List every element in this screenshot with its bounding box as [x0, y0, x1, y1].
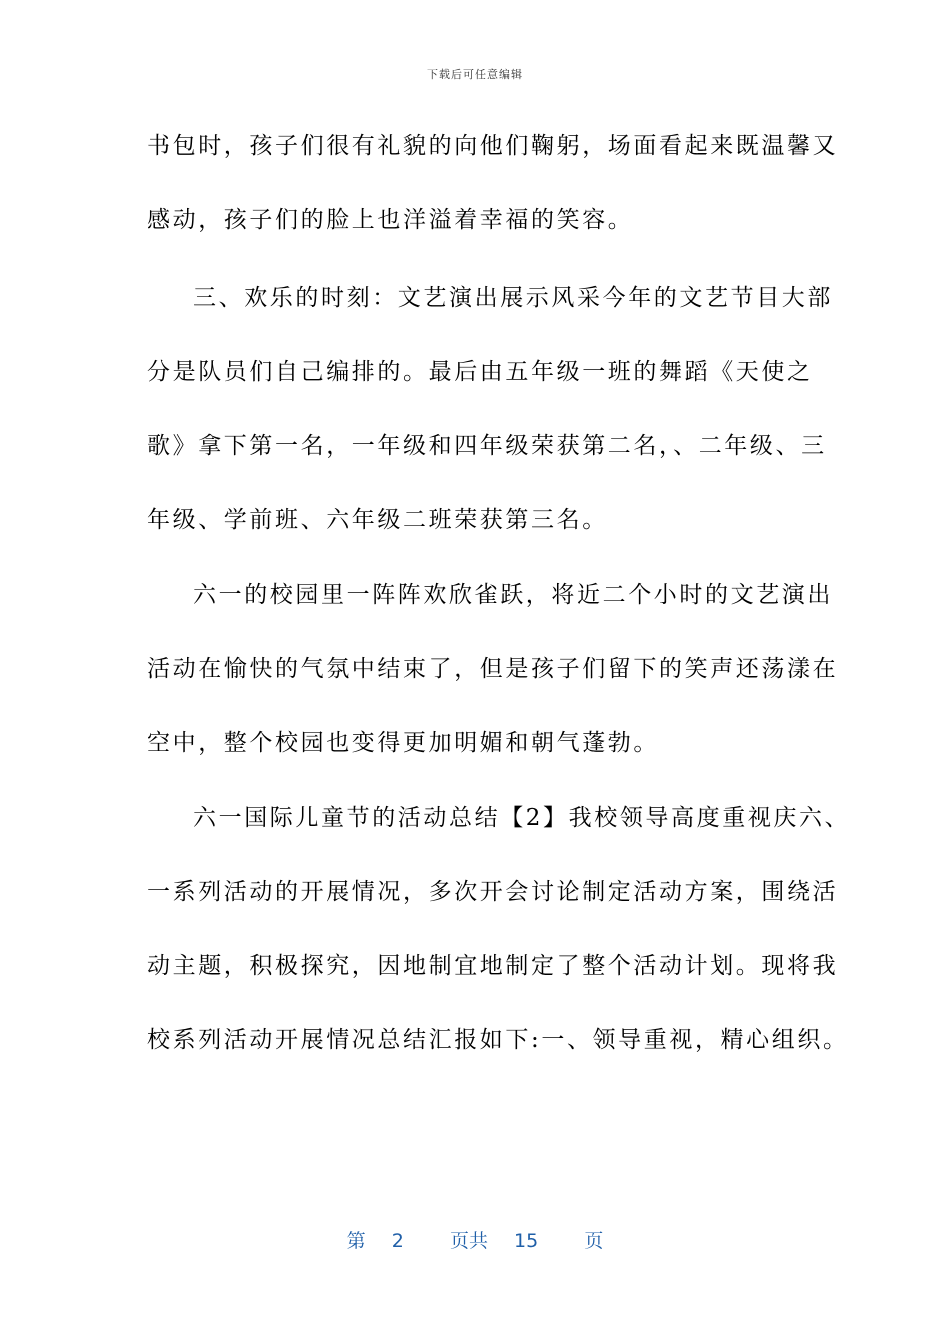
current-page-number: 2 [391, 1230, 404, 1252]
text-line: 年级、学前班、六年级二班荣获第三名。 [147, 507, 608, 533]
footer-suffix: 页 [584, 1230, 604, 1252]
text-line: 分是队员们自己编排的。最后由五年级一班的舞蹈《天使之 [147, 359, 813, 385]
paragraph-start-line: 三、欢乐的时刻：文艺演出展示风采今年的文艺节目大部 [193, 285, 833, 311]
text-line: 动主题，积极探究，因地制宜地制定了整个活动计划。现将我 [147, 953, 839, 979]
footer-middle: 页共 [449, 1230, 488, 1252]
text-line: 活动在愉快的气氛中结束了，但是孩子们留下的笑声还荡漾在 [147, 656, 839, 682]
paragraph-start-line: 六一国际儿童节的活动总结【2】我校领导高度重视庆六、 [193, 805, 851, 831]
footer-prefix: 第 [346, 1230, 366, 1252]
total-pages-number: 15 [514, 1230, 539, 1252]
page-number-footer [0, 1226, 950, 1253]
text-line: 书包时，孩子们很有礼貌的向他们鞠躬，场面看起来既温馨又 [147, 133, 839, 159]
text-line: 空中，整个校园也变得更加明媚和朝气蓬勃。 [147, 730, 659, 756]
text-line: 校系列活动开展情况总结汇报如下:一、领导重视，精心组织。 [147, 1027, 849, 1053]
header-note: 下载后可任意编辑 [427, 68, 523, 81]
text-line: 感动，孩子们的脸上也洋溢着幸福的笑容。 [147, 207, 634, 233]
paragraph-start-line: 六一的校园里一阵阵欢欣雀跃，将近二个小时的文艺演出 [193, 582, 833, 608]
text-line: 歌》拿下第一名，一年级和四年级荣获第二名，、二年级、三 [147, 433, 827, 459]
text-line: 一系列活动的开展情况，多次开会讨论制定活动方案，围绕活 [147, 879, 839, 905]
